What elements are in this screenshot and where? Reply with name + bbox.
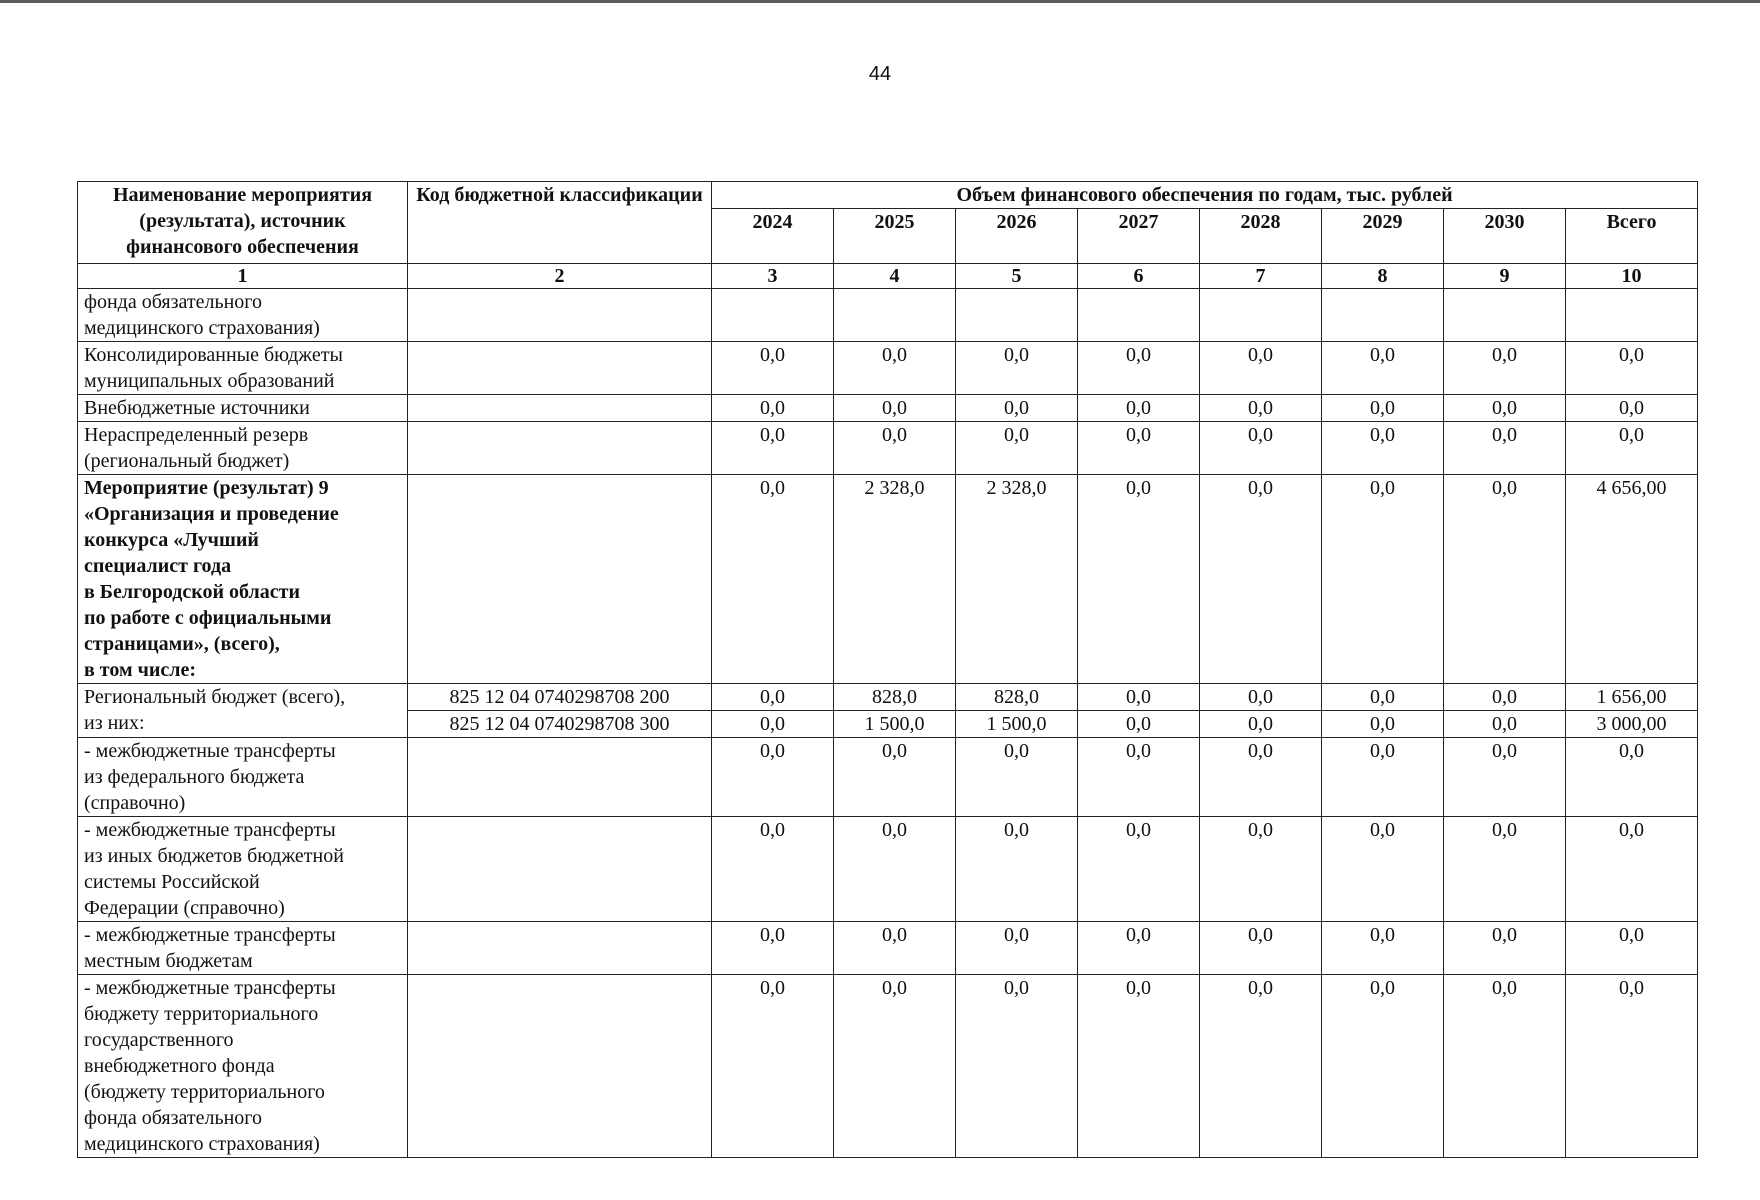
row-name-line: (справочно) <box>84 792 186 814</box>
budget-code-cell: 825 12 04 0740298708 200 <box>408 684 712 711</box>
row-name-line: внебюджетного фонда <box>84 1055 275 1077</box>
year-value-cell: 0,0 <box>834 422 956 475</box>
year-value-cell: 0,0 <box>956 342 1078 395</box>
total-value-cell: 0,0 <box>1566 342 1698 395</box>
year-value-cell: 0,0 <box>1078 684 1200 711</box>
budget-code-cell <box>408 475 712 684</box>
year-value-cell: 0,0 <box>712 817 834 922</box>
header-year: 2030 <box>1444 209 1566 264</box>
year-value-cell: 0,0 <box>1078 342 1200 395</box>
row-name-cell <box>78 975 408 1158</box>
year-value-cell: 0,0 <box>1200 395 1322 422</box>
total-value-cell: 0,0 <box>1566 395 1698 422</box>
row-name-line: бюджету территориального <box>84 1003 319 1025</box>
year-value-cell: 0,0 <box>712 711 834 738</box>
page-number: 44 <box>868 63 892 85</box>
year-value-cell <box>1444 289 1566 342</box>
row-name-line: «Организация и проведение <box>84 503 339 525</box>
row-name-line: Мероприятие (результат) 9 <box>84 477 329 499</box>
year-value-cell: 0,0 <box>1322 395 1444 422</box>
row-name-line: - межбюджетные трансферты <box>84 977 336 999</box>
year-value-cell <box>1200 289 1322 342</box>
header-year: 2027 <box>1078 209 1200 264</box>
row-name-cell <box>78 922 408 975</box>
row-name-line: в том числе: <box>84 659 197 681</box>
row-name-line: специалист года <box>84 555 232 577</box>
year-value-cell <box>1078 289 1200 342</box>
table-row <box>78 975 1698 1158</box>
year-value-cell: 0,0 <box>1322 342 1444 395</box>
row-name-line: - межбюджетные трансферты <box>84 924 336 946</box>
year-value-cell: 0,0 <box>1200 684 1322 711</box>
year-value-cell: 0,0 <box>1322 975 1444 1158</box>
column-number: 8 <box>1322 264 1444 289</box>
top-border-line <box>0 0 1760 3</box>
year-value-cell: 0,0 <box>712 475 834 684</box>
table-row <box>78 738 1698 817</box>
row-name-line: - межбюджетные трансферты <box>84 740 336 762</box>
budget-code-cell <box>408 817 712 922</box>
year-value-cell: 0,0 <box>712 684 834 711</box>
year-value-cell: 0,0 <box>1444 975 1566 1158</box>
row-name-cell <box>78 395 408 422</box>
year-value-cell: 0,0 <box>1322 817 1444 922</box>
row-name-line: системы Российской <box>84 871 260 893</box>
budget-code-cell <box>408 422 712 475</box>
row-name-line: (бюджету территориального <box>84 1081 325 1103</box>
row-name-line: медицинского страхования) <box>84 317 320 339</box>
table-row <box>78 289 1698 342</box>
table-row <box>78 422 1698 475</box>
year-value-cell <box>1322 289 1444 342</box>
row-name-cell <box>78 475 408 684</box>
row-name-line: (региональный бюджет) <box>84 450 290 472</box>
column-number-row <box>78 264 1698 289</box>
year-value-cell: 0,0 <box>1322 684 1444 711</box>
year-value-cell: 0,0 <box>1200 711 1322 738</box>
column-number: 3 <box>712 264 834 289</box>
row-name-line: - межбюджетные трансферты <box>84 819 336 841</box>
year-value-cell: 0,0 <box>956 922 1078 975</box>
table-row <box>78 395 1698 422</box>
row-name-line: фонда обязательного <box>84 291 262 313</box>
year-value-cell: 828,0 <box>956 684 1078 711</box>
year-value-cell: 0,0 <box>1444 922 1566 975</box>
table-body <box>78 264 1698 1158</box>
column-number: 6 <box>1078 264 1200 289</box>
row-name-line: из федерального бюджета <box>84 766 305 788</box>
row-name-line: из них: <box>84 712 145 734</box>
total-value-cell: 0,0 <box>1566 975 1698 1158</box>
year-value-cell: 0,0 <box>834 395 956 422</box>
header-year: 2024 <box>712 209 834 264</box>
year-value-cell: 0,0 <box>712 738 834 817</box>
year-value-cell: 0,0 <box>1078 711 1200 738</box>
year-value-cell: 0,0 <box>1078 422 1200 475</box>
total-value-cell: 0,0 <box>1566 817 1698 922</box>
year-value-cell: 2 328,0 <box>834 475 956 684</box>
table-row <box>78 475 1698 684</box>
year-value-cell: 0,0 <box>1322 922 1444 975</box>
year-value-cell: 0,0 <box>1200 922 1322 975</box>
year-value-cell: 0,0 <box>712 395 834 422</box>
row-name-line: Внебюджетные источники <box>84 397 310 419</box>
year-value-cell: 0,0 <box>834 738 956 817</box>
row-name-cell <box>78 342 408 395</box>
year-value-cell: 0,0 <box>956 395 1078 422</box>
row-name-line: Федерации (справочно) <box>84 897 285 919</box>
year-value-cell: 0,0 <box>1322 711 1444 738</box>
header-name-column: Наименование мероприятия (результата), источник финансового обеспечения <box>78 182 408 264</box>
year-value-cell: 0,0 <box>1444 395 1566 422</box>
year-value-cell: 0,0 <box>1322 422 1444 475</box>
budget-code-cell <box>408 342 712 395</box>
year-value-cell: 0,0 <box>1444 342 1566 395</box>
year-value-cell: 0,0 <box>956 422 1078 475</box>
year-value-cell: 0,0 <box>1444 817 1566 922</box>
total-value-cell: 0,0 <box>1566 738 1698 817</box>
year-value-cell <box>834 289 956 342</box>
header-total: Всего <box>1566 209 1698 264</box>
column-number: 7 <box>1200 264 1322 289</box>
budget-code-cell: 825 12 04 0740298708 300 <box>408 711 712 738</box>
row-name-line: местным бюджетам <box>84 950 253 972</box>
row-name-line: из иных бюджетов бюджетной <box>84 845 344 867</box>
row-name-line: страницами», (всего), <box>84 633 280 655</box>
budget-code-cell <box>408 289 712 342</box>
year-value-cell: 0,0 <box>1444 422 1566 475</box>
year-value-cell: 0,0 <box>1200 475 1322 684</box>
total-value-cell <box>1566 289 1698 342</box>
year-value-cell: 0,0 <box>834 342 956 395</box>
year-value-cell: 0,0 <box>1078 922 1200 975</box>
column-number: 10 <box>1566 264 1698 289</box>
table-row <box>78 342 1698 395</box>
year-value-cell: 0,0 <box>834 817 956 922</box>
total-value-cell: 0,0 <box>1566 422 1698 475</box>
year-value-cell: 0,0 <box>712 975 834 1158</box>
row-name-line: государственного <box>84 1029 234 1051</box>
row-name-line: по работе с официальными <box>84 607 332 629</box>
header-code-column: Код бюджетной классификации <box>408 182 712 264</box>
year-value-cell: 0,0 <box>1078 395 1200 422</box>
total-value-cell: 3 000,00 <box>1566 711 1698 738</box>
year-value-cell: 0,0 <box>712 342 834 395</box>
year-value-cell: 0,0 <box>1200 422 1322 475</box>
row-name-line: Нераспределенный резерв <box>84 424 309 446</box>
year-value-cell: 0,0 <box>712 922 834 975</box>
year-value-cell: 0,0 <box>1444 475 1566 684</box>
column-number: 9 <box>1444 264 1566 289</box>
year-value-cell: 0,0 <box>1322 475 1444 684</box>
year-value-cell: 0,0 <box>834 975 956 1158</box>
row-name-line: в Белгородской области <box>84 581 300 603</box>
year-value-cell: 0,0 <box>1200 738 1322 817</box>
row-name-line: медицинского страхования) <box>84 1133 320 1155</box>
year-value-cell: 0,0 <box>956 738 1078 817</box>
header-financing-group: Объем финансового обеспечения по годам, тыс. рублей <box>712 182 1698 209</box>
total-value-cell: 0,0 <box>1566 922 1698 975</box>
header-year: 2025 <box>834 209 956 264</box>
budget-code-cell <box>408 975 712 1158</box>
year-value-cell: 0,0 <box>1444 738 1566 817</box>
year-value-cell: 1 500,0 <box>956 711 1078 738</box>
year-value-cell: 0,0 <box>956 975 1078 1158</box>
year-value-cell <box>712 289 834 342</box>
year-value-cell: 0,0 <box>1078 817 1200 922</box>
year-value-cell: 0,0 <box>1322 738 1444 817</box>
total-value-cell: 4 656,00 <box>1566 475 1698 684</box>
row-name-cell <box>78 422 408 475</box>
header-year: 2026 <box>956 209 1078 264</box>
year-value-cell: 0,0 <box>1200 342 1322 395</box>
year-value-cell: 0,0 <box>1200 817 1322 922</box>
year-value-cell: 0,0 <box>712 422 834 475</box>
row-name-cell <box>78 738 408 817</box>
column-number: 5 <box>956 264 1078 289</box>
row-name-cell <box>78 289 408 342</box>
row-name-line: фонда обязательного <box>84 1107 262 1129</box>
year-value-cell: 2 328,0 <box>956 475 1078 684</box>
header-year: 2029 <box>1322 209 1444 264</box>
budget-table <box>77 181 1698 1158</box>
row-name-line: Консолидированные бюджеты <box>84 344 343 366</box>
row-name-line: Региональный бюджет (всего), <box>84 686 346 708</box>
column-number: 4 <box>834 264 956 289</box>
year-value-cell: 0,0 <box>956 817 1078 922</box>
table-row <box>78 922 1698 975</box>
year-value-cell: 0,0 <box>1200 975 1322 1158</box>
total-value-cell: 1 656,00 <box>1566 684 1698 711</box>
year-value-cell: 0,0 <box>1444 684 1566 711</box>
budget-code-cell <box>408 395 712 422</box>
row-name-cell <box>78 684 408 738</box>
year-value-cell: 1 500,0 <box>834 711 956 738</box>
row-name-cell <box>78 817 408 922</box>
year-value-cell: 0,0 <box>1078 738 1200 817</box>
row-name-line: конкурса «Лучший <box>84 529 259 551</box>
year-value-cell: 0,0 <box>1078 975 1200 1158</box>
column-number: 2 <box>408 264 712 289</box>
budget-code-cell <box>408 922 712 975</box>
year-value-cell: 828,0 <box>834 684 956 711</box>
table-row <box>78 817 1698 922</box>
row-name-line: муниципальных образований <box>84 370 335 392</box>
year-value-cell: 0,0 <box>1444 711 1566 738</box>
budget-code-cell <box>408 738 712 817</box>
year-value-cell: 0,0 <box>834 922 956 975</box>
year-value-cell: 0,0 <box>1078 475 1200 684</box>
table-row <box>78 684 1698 711</box>
header-year: 2028 <box>1200 209 1322 264</box>
column-number: 1 <box>78 264 408 289</box>
year-value-cell <box>956 289 1078 342</box>
